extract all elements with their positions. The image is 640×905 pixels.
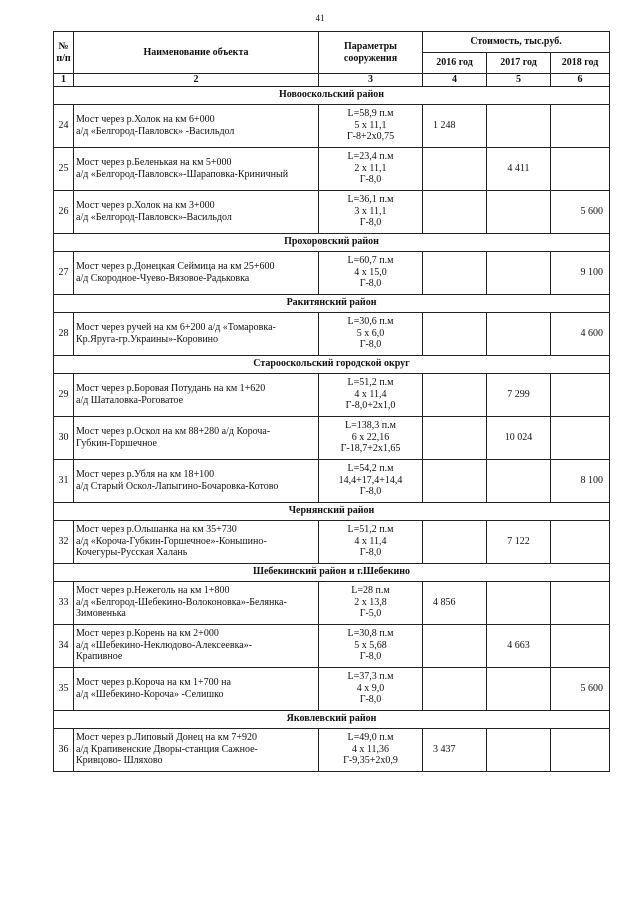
object-name-line: Зимовенька bbox=[76, 608, 126, 620]
params-line: 3 x 11,1 bbox=[354, 205, 387, 217]
object-name-line: Мост через ручей на км 6+200 а/д «Томаровка- bbox=[76, 322, 276, 333]
row-number: 31 bbox=[54, 459, 74, 502]
section-title: Новооскольский район bbox=[54, 86, 610, 104]
table-row bbox=[54, 667, 610, 710]
params-line: Г-18,7+2х1,65 bbox=[340, 443, 401, 455]
cost-2016 bbox=[423, 251, 487, 294]
table-row bbox=[54, 728, 610, 771]
params-line: 4 x 11,36 bbox=[351, 743, 390, 755]
cost-2016 bbox=[423, 147, 487, 190]
table-row bbox=[54, 373, 610, 416]
cost-2016 bbox=[423, 667, 487, 710]
params-line: L=58,9 п.м bbox=[347, 108, 394, 120]
object-name-line: Кр.Яруга-гр.Украины»-Коровино bbox=[76, 333, 219, 345]
object-name-line: а/д «Белгород-Павловск»-Шараповка-Криничный bbox=[76, 168, 289, 180]
cost-2017: 4 663 bbox=[487, 624, 551, 667]
table-row bbox=[54, 104, 610, 147]
table-body bbox=[54, 86, 610, 771]
section-row bbox=[54, 710, 610, 728]
section-row bbox=[54, 563, 610, 581]
params-line: Г-9,35+2х0,9 bbox=[343, 755, 398, 767]
object-name bbox=[74, 373, 319, 416]
cost-2016 bbox=[423, 373, 487, 416]
params-line: 6 x 22,16 bbox=[351, 431, 390, 443]
object-name-line: Кривцово- Шляхово bbox=[76, 755, 163, 767]
table-row bbox=[54, 459, 610, 502]
object-name-line: Мост через р.Холок на км 6+000 bbox=[76, 114, 215, 125]
cost-2017 bbox=[487, 728, 551, 771]
cost-2017 bbox=[487, 104, 551, 147]
object-name-line: а/д Старый Оскол-Лапыгино-Бочаровка-Котово bbox=[76, 480, 279, 492]
bridge-cost-table bbox=[53, 31, 610, 772]
object-name-line: Крапивное bbox=[76, 651, 123, 663]
object-name-line: Мост через р.Ольшанка на км 35+730 bbox=[76, 524, 237, 536]
table-row bbox=[54, 624, 610, 667]
cost-2017 bbox=[487, 251, 551, 294]
params-line: 14,4+17,4+14,4 bbox=[338, 474, 403, 486]
section-title: Прохоровский район bbox=[54, 233, 610, 251]
params-line: L=37,3 п.м bbox=[347, 671, 394, 683]
object-name bbox=[74, 728, 319, 771]
cost-2017: 7 122 bbox=[487, 520, 551, 563]
section-row bbox=[54, 355, 610, 373]
params-line: Г-8,0 bbox=[359, 339, 382, 351]
cost-2018 bbox=[551, 147, 610, 190]
row-number: 30 bbox=[54, 416, 74, 459]
table-row bbox=[54, 581, 610, 624]
params-line: 5 x 5,68 bbox=[354, 639, 387, 651]
section-row bbox=[54, 86, 610, 104]
table-row bbox=[54, 520, 610, 563]
params-line: L=28 п.м bbox=[351, 585, 390, 597]
header-year-2018: 2018 год bbox=[551, 53, 610, 74]
row-number: 32 bbox=[54, 520, 74, 563]
cost-2017 bbox=[487, 581, 551, 624]
params-line: 2 x 13,8 bbox=[354, 596, 387, 608]
col-number-5: 5 bbox=[487, 74, 551, 87]
row-number: 34 bbox=[54, 624, 74, 667]
params-line: Г-8,0 bbox=[359, 278, 382, 290]
cost-2017: 10 024 bbox=[487, 416, 551, 459]
cost-2017 bbox=[487, 459, 551, 502]
header-name: Наименование объекта bbox=[74, 32, 319, 74]
params-line: L=30,6 п.м bbox=[347, 316, 394, 328]
object-name-line: Мост через р.Короча на км 1+700 на bbox=[76, 677, 231, 688]
object-name bbox=[74, 312, 319, 355]
section-row bbox=[54, 294, 610, 312]
params-line: Г-5,0 bbox=[359, 608, 382, 620]
params-line: L=49,0 п.м bbox=[347, 732, 394, 744]
header-year-2016: 2016 год bbox=[423, 53, 487, 74]
object-name bbox=[74, 520, 319, 563]
params-line: L=60,7 п.м bbox=[347, 255, 394, 267]
structure-params bbox=[319, 312, 423, 355]
object-name-line: а/д «Короча-Губкин-Горшечное»-Коньшино- bbox=[76, 535, 267, 547]
table-row bbox=[54, 251, 610, 294]
params-line: L=54,2 п.м bbox=[347, 463, 394, 475]
params-line: Г-8,0 bbox=[359, 174, 382, 186]
page-number: 41 bbox=[315, 13, 325, 23]
params-line: 4 x 15,0 bbox=[354, 266, 387, 278]
params-line: 4 x 11,4 bbox=[354, 535, 387, 547]
cost-2016 bbox=[423, 190, 487, 233]
cost-2018: 8 100 bbox=[551, 459, 610, 502]
section-title: Яковлевский район bbox=[54, 710, 610, 728]
params-line: Г-8,0 bbox=[359, 547, 382, 559]
object-name bbox=[74, 104, 319, 147]
object-name bbox=[74, 667, 319, 710]
params-line: 2 x 11,1 bbox=[354, 162, 387, 174]
structure-params bbox=[319, 190, 423, 233]
cost-2018 bbox=[551, 581, 610, 624]
row-number: 33 bbox=[54, 581, 74, 624]
header-num: № п/п bbox=[54, 32, 74, 74]
cost-2018: 9 100 bbox=[551, 251, 610, 294]
params-line: 5 x 6,0 bbox=[356, 327, 385, 339]
params-line: Г-8,0+2х1,0 bbox=[345, 400, 396, 412]
col-number-3: 3 bbox=[319, 74, 423, 87]
structure-params bbox=[319, 373, 423, 416]
cost-2018 bbox=[551, 416, 610, 459]
col-number-6: 6 bbox=[551, 74, 610, 87]
cost-2017 bbox=[487, 667, 551, 710]
object-name-line: а/д «Белгород-Павловск» -Васильдол bbox=[76, 125, 235, 137]
object-name-line: а/д «Белгород-Шебекино-Волоконовка»-Белянка- bbox=[76, 596, 287, 608]
header-cost: Стоимость, тыс.руб. bbox=[423, 32, 610, 53]
params-line: L=51,2 п.м bbox=[347, 377, 394, 389]
params-line: 4 x 11,4 bbox=[354, 388, 387, 400]
cost-2017 bbox=[487, 312, 551, 355]
structure-params bbox=[319, 520, 423, 563]
object-name bbox=[74, 581, 319, 624]
params-line: Г-8,0 bbox=[359, 694, 382, 706]
section-title: Старооскольский городской округ bbox=[54, 355, 610, 373]
structure-params bbox=[319, 581, 423, 624]
cost-2016: 1 248 bbox=[423, 104, 487, 147]
object-name-line: Мост через р.Липовый Донец на км 7+920 bbox=[76, 732, 258, 744]
object-name bbox=[74, 147, 319, 190]
object-name-line: Мост через р.Беленькая на км 5+000 bbox=[76, 157, 232, 168]
params-line: L=23,4 п.м bbox=[347, 151, 394, 163]
object-name-line: а/д «Шебекино-Короча» -Селишко bbox=[76, 688, 224, 700]
object-name-line: а/д «Шебекино-Неклюдово-Алексеевка»- bbox=[76, 639, 253, 651]
table-row bbox=[54, 147, 610, 190]
section-title: Шебекинский район и г.Шебекино bbox=[54, 563, 610, 581]
structure-params bbox=[319, 624, 423, 667]
params-line: 4 x 9,0 bbox=[356, 682, 385, 694]
structure-params bbox=[319, 667, 423, 710]
section-title: Чернянский район bbox=[54, 502, 610, 520]
row-number: 25 bbox=[54, 147, 74, 190]
object-name-line: Мост через р.Убля на км 18+100 bbox=[76, 469, 215, 480]
row-number: 28 bbox=[54, 312, 74, 355]
section-row bbox=[54, 502, 610, 520]
object-name bbox=[74, 459, 319, 502]
table-row bbox=[54, 416, 610, 459]
row-number: 27 bbox=[54, 251, 74, 294]
params-line: Г-8,0 bbox=[359, 217, 382, 229]
cost-2018: 5 600 bbox=[551, 190, 610, 233]
structure-params bbox=[319, 251, 423, 294]
cost-2018 bbox=[551, 373, 610, 416]
cost-2017: 4 411 bbox=[487, 147, 551, 190]
structure-params bbox=[319, 104, 423, 147]
cost-2017: 7 299 bbox=[487, 373, 551, 416]
params-line: Г-8,0 bbox=[359, 651, 382, 663]
row-number: 35 bbox=[54, 667, 74, 710]
col-number-4: 4 bbox=[423, 74, 487, 87]
params-line: 5 x 11,1 bbox=[354, 119, 387, 131]
object-name-line: а/д Шаталовка-Роговатое bbox=[76, 394, 184, 406]
cost-2018 bbox=[551, 624, 610, 667]
object-name-line: а/д Скородное-Чуево-Вязовое-Радьковка bbox=[76, 272, 250, 284]
cost-2016 bbox=[423, 520, 487, 563]
cost-2017 bbox=[487, 190, 551, 233]
params-line: Г-8,0 bbox=[359, 486, 382, 498]
object-name-line: Мост через р.Боровая Потудань на км 1+620 bbox=[76, 383, 266, 394]
section-title: Ракитянский район bbox=[54, 294, 610, 312]
section-row bbox=[54, 233, 610, 251]
params-line: L=51,2 п.м bbox=[347, 524, 394, 536]
object-name-line: Кочегуры-Русская Халань bbox=[76, 547, 188, 559]
cost-2018 bbox=[551, 728, 610, 771]
header-params: Параметры сооружения bbox=[319, 32, 423, 74]
col-number-2: 2 bbox=[74, 74, 319, 87]
cost-2018: 4 600 bbox=[551, 312, 610, 355]
object-name-line: Мост через р.Нежеголь на км 1+800 bbox=[76, 585, 230, 597]
header-year-2017: 2017 год bbox=[487, 53, 551, 74]
object-name-line: Мост через р.Оскол на км 88+280 а/д Короча- bbox=[76, 426, 271, 437]
structure-params bbox=[319, 147, 423, 190]
params-line: L=36,1 п.м bbox=[347, 194, 394, 206]
object-name-line: а/д «Белгород-Павловск»-Васильдол bbox=[76, 211, 232, 223]
cost-2016: 4 856 bbox=[423, 581, 487, 624]
cost-2018 bbox=[551, 520, 610, 563]
row-number: 29 bbox=[54, 373, 74, 416]
table-row bbox=[54, 312, 610, 355]
cost-2016 bbox=[423, 459, 487, 502]
object-name-line: а/д Крапивенские Дворы-станция Сажное- bbox=[76, 743, 258, 755]
params-line: L=30,8 п.м bbox=[347, 628, 394, 640]
cost-2016 bbox=[423, 624, 487, 667]
table-row bbox=[54, 190, 610, 233]
cost-2016 bbox=[423, 416, 487, 459]
object-name bbox=[74, 190, 319, 233]
structure-params bbox=[319, 728, 423, 771]
cost-2016: 3 437 bbox=[423, 728, 487, 771]
object-name-line: Мост через р.Донецкая Сеймица на км 25+600 bbox=[76, 261, 275, 272]
cost-2016 bbox=[423, 312, 487, 355]
cost-2018 bbox=[551, 104, 610, 147]
object-name bbox=[74, 416, 319, 459]
row-number: 24 bbox=[54, 104, 74, 147]
object-name-line: Мост через р.Корень на км 2+000 bbox=[76, 628, 219, 640]
col-number-1: 1 bbox=[54, 74, 74, 87]
object-name-line: Мост через р.Холок на км 3+000 bbox=[76, 200, 215, 211]
row-number: 26 bbox=[54, 190, 74, 233]
structure-params bbox=[319, 459, 423, 502]
object-name-line: Губкин-Горшечное bbox=[76, 437, 157, 449]
params-line: Г-8+2х0,75 bbox=[346, 131, 395, 143]
structure-params bbox=[319, 416, 423, 459]
row-number: 36 bbox=[54, 728, 74, 771]
cost-2018: 5 600 bbox=[551, 667, 610, 710]
params-line: L=138,3 п.м bbox=[345, 420, 396, 432]
object-name bbox=[74, 624, 319, 667]
object-name bbox=[74, 251, 319, 294]
